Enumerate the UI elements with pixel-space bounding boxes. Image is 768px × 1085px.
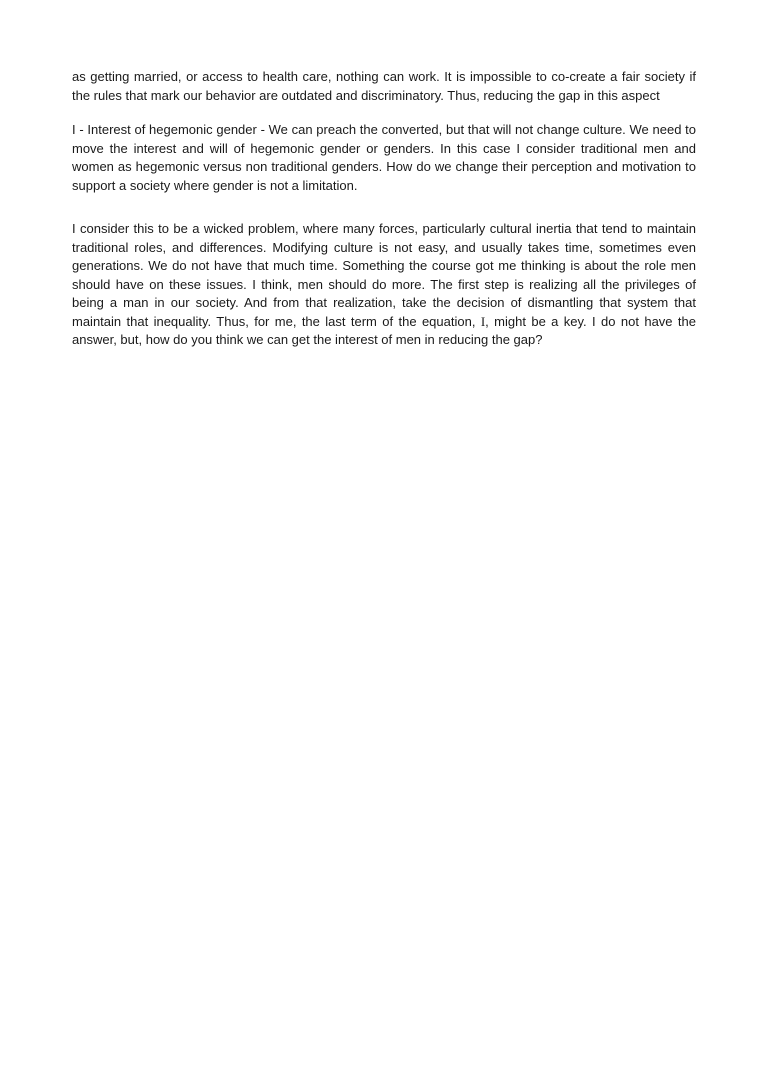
paragraph-2: I - Interest of hegemonic gender - We can preach the converted, but that will not change culture. We need to move the interest and will of hegemonic gender or genders. In this case I consider traditional men and women as hegemonic versus non traditional genders. How do we change their perception and motivation to support a society where gender is not a limitation. [72, 122, 696, 193]
paragraph-3-text-before: I consider this to be a wicked problem, where many forces, particularly cultural inertia that tend to maintain traditional roles, and differences. Modifying culture is not easy, and usually takes time, sometimes even generations. We do not have that much time. Something the course got me thinking is about the role men should have on these issues. I think, men should do more. The first step is realizing all the privileges of being a man in our society. And from that realization, take the decision of dismantling that system that maintain that inequality. Thus, for me, the last term of the equation, [72, 221, 696, 329]
paragraph-3-text-after: , might be a key. I do not have the answer, but, how do you think we can get the interest of men in reducing the gap? [72, 313, 696, 347]
paragraph-1: as getting married, or access to health care, nothing can work. It is impossible to co-create a fair society if the rules that mark our behavior are outdated and discriminatory. Thus, reducing the gap in this aspect [72, 69, 696, 103]
math-variable-I: I [480, 313, 486, 329]
document-body [72, 68, 696, 350]
paragraph-3 [72, 220, 696, 350]
